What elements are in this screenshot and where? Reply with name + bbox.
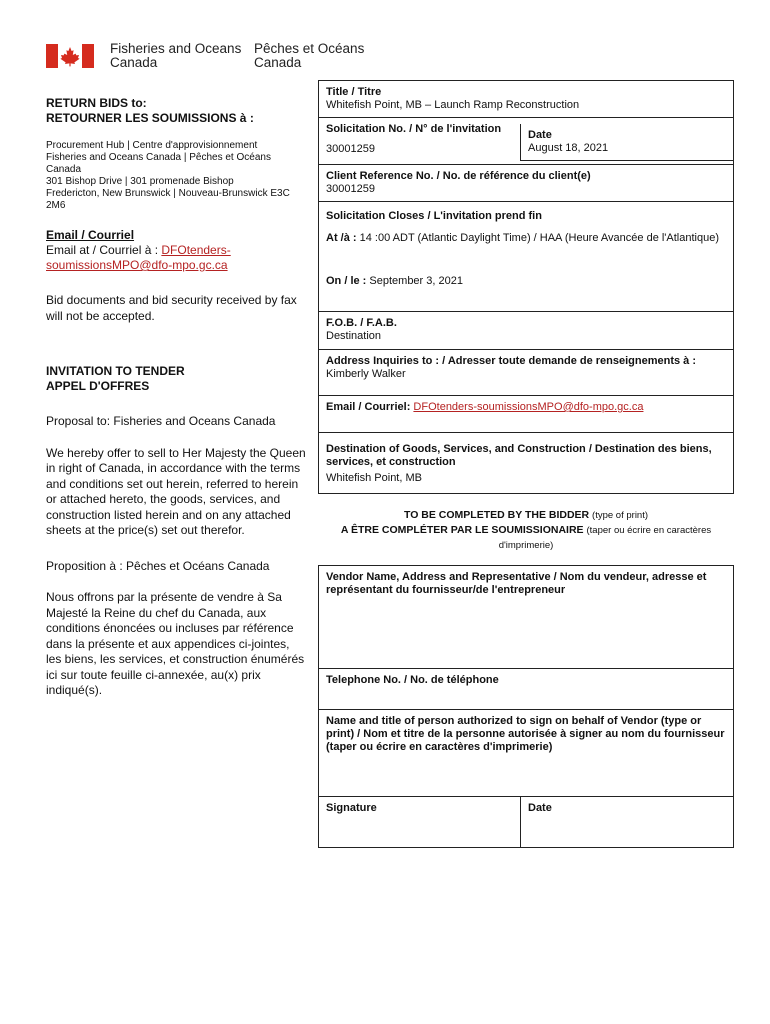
bidder-form-box — [318, 565, 734, 848]
return-address: Procurement Hub | Centre d'approvisionnement Fisheries and Oceans Canada | Pêches et Océans Canada 301 Bishop Drive | 301 promenade Bishop Fredericton, New Brunswick | Nouveau-Brunswick E3C 2M6 — [46, 140, 290, 211]
client-reference-label: Client Reference No. / No. de référence du client(e) — [326, 170, 591, 182]
fob-label: F.O.B. / F.A.B. — [326, 317, 397, 329]
government-header — [46, 40, 376, 74]
email-heading: Email / Courriel — [46, 228, 135, 242]
solicitation-number: 30001259 — [326, 143, 375, 155]
return-bids-heading-en: RETURN BIDS to: — [46, 96, 147, 110]
title-value: Whitefish Point, MB – Launch Ramp Reconstruction — [326, 99, 580, 111]
authorized-person-label: Name and title of person authorized to sign on behalf of Vendor (type or print) / Nom et titre de la personne autorisée à signer au nom du fournisseur (taper ou écrire en caractères d'imprimerie) — [326, 715, 725, 753]
signature-date-field[interactable] — [520, 797, 733, 847]
closing-time: At /à : 14 :00 ADT (Atlantic Daylight Time) / HAA (Heure Avancée de l'Atlantique) — [326, 232, 719, 244]
return-email-link[interactable]: DFOtenders- — [161, 243, 231, 257]
title-label: Title / Titre — [326, 86, 382, 98]
fob-section — [319, 311, 733, 349]
telephone-field[interactable] — [319, 668, 733, 709]
telephone-label: Telephone No. / No. de téléphone — [326, 674, 499, 686]
return-email-link-cont[interactable]: soumissionsMPO@dfo-mpo.gc.ca — [46, 258, 228, 272]
signature-row — [319, 796, 733, 847]
destination-section — [319, 432, 733, 493]
client-reference-section — [319, 164, 733, 201]
vendor-label: Vendor Name, Address and Representative / Nom du vendeur, adresse et représentant du fournisseur/de l'entrepreneur — [326, 571, 707, 596]
offer-text-fr: Nous offrons par la présente de vendre à Sa Majesté la Reine du chef du Canada, aux conditions énoncées ou incluses par référence dans la présente et aux appendices ci-jointes, les biens, les services, et construction énumérés ici sur toute feuille ci-annexée, au(x) prix indiqué(s). — [46, 590, 305, 697]
invitation-heading-fr: APPEL D'OFFRES — [46, 379, 150, 393]
solicitation-info-box — [318, 80, 734, 494]
right-column — [318, 80, 734, 848]
return-bids-heading-fr: RETOURNER LES SOUMISSIONS à : — [46, 111, 254, 125]
inquiries-contact: Kimberly Walker — [326, 368, 406, 380]
solicitation-label: Solicitation No. / N° de l'invitation — [326, 123, 502, 135]
return-email: Email at / Courriel à : DFOtenders- soumissionsMPO@dfo-mpo.gc.ca — [46, 243, 231, 272]
title-section — [319, 81, 733, 117]
inquiries-section — [319, 349, 733, 395]
bidder-completion-heading: TO BE COMPLETED BY THE BIDDER (type of print) A ÊTRE COMPLÉTER PAR LE SOUMISSIONAIRE (taper ou écrire en caractères d'imprimerie) — [340, 509, 712, 551]
vendor-field[interactable] — [319, 566, 733, 668]
date-cell — [520, 124, 733, 161]
date-value: August 18, 2021 — [528, 142, 609, 154]
date-label: Date — [528, 129, 552, 141]
closing-label: Solicitation Closes / L'invitation prend fin — [326, 210, 542, 222]
canada-flag-icon — [46, 44, 94, 68]
client-reference-value: 30001259 — [326, 183, 375, 195]
inquiries-email-label: Email / Courriel: — [326, 401, 414, 413]
signature-label: Signature — [326, 802, 377, 814]
destination-label: Destination of Goods, Services, and Construction / Destination des biens, services, et construction — [326, 443, 712, 468]
destination-value: Whitefish Point, MB — [326, 472, 422, 484]
department-name-french: Pêches et Océans Canada — [254, 41, 365, 70]
inquiries-label: Address Inquiries to : / Adresser toute demande de renseignements à : — [326, 355, 697, 367]
proposal-en: Proposal to: Fisheries and Oceans Canada — [46, 414, 276, 428]
offer-text-en: We hereby offer to sell to Her Majesty the Queen in right of Canada, in accordance with the terms and conditions set out herein, referred to herein or attached hereto, the goods, services, and construction listed herein and on any attached sheets at the price(s) set out therefor. — [46, 445, 306, 537]
department-name-english: Fisheries and Oceans Canada — [110, 41, 242, 70]
signature-date-label: Date — [528, 802, 552, 814]
signature-field[interactable] — [319, 797, 520, 847]
fax-notice: Bid documents and bid security received by fax will not be accepted. — [46, 293, 297, 323]
proposal-fr: Proposition à : Pêches et Océans Canada — [46, 558, 270, 573]
inquiries-email-link[interactable]: DFOtenders-soumissionsMPO@dfo-mpo.gc.ca — [413, 401, 644, 413]
invitation-heading-en: INVITATION TO TENDER — [46, 364, 185, 378]
left-column — [46, 96, 308, 699]
inquiries-email-section — [319, 395, 733, 432]
closing-section — [319, 201, 733, 311]
fob-value: Destination — [326, 330, 382, 342]
authorized-person-field[interactable] — [319, 709, 733, 796]
closing-date: On / le : September 3, 2021 — [326, 275, 463, 287]
solicitation-row — [319, 117, 733, 164]
